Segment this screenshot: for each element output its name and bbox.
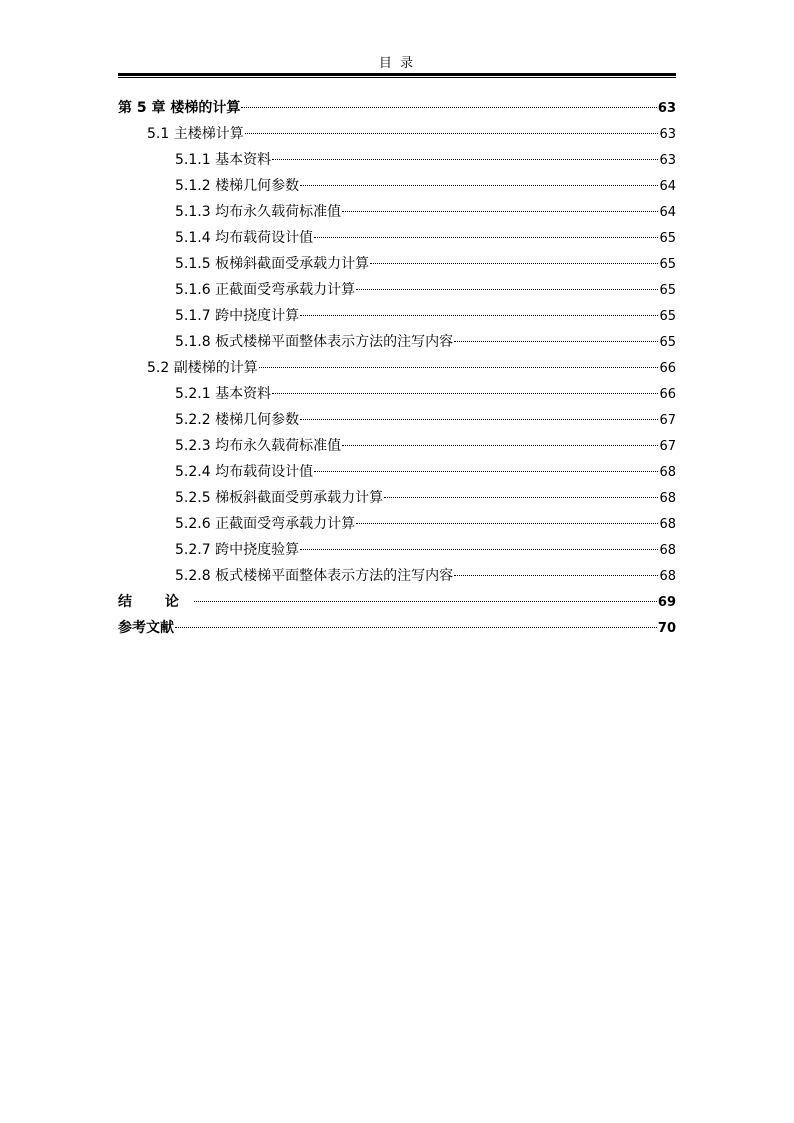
toc-dot-leader [194,601,657,602]
toc-page-number: 68 [659,543,676,558]
toc-entry-text: 5.2.7 跨中挠度验算 [175,542,300,558]
toc-page-number: 68 [659,465,676,480]
toc-dot-leader [314,237,658,238]
toc-page-number: 67 [659,413,676,428]
toc-page-number: 63 [659,127,676,142]
toc-dot-leader [245,133,659,134]
toc-entry-text: 5.1.3 均布永久载荷标准值 [175,204,342,220]
toc-entry-text: 5.1.1 基本资料 [175,152,272,168]
toc-entry-5-2-2[interactable] [175,410,676,430]
toc-dot-leader [259,367,659,368]
toc-entry-text: 5.1.8 板式楼梯平面整体表示方法的注写内容 [175,334,454,350]
toc-dot-leader [370,263,658,264]
toc-dot-leader [356,289,658,290]
toc-entry-text: 结 论 [118,594,193,610]
toc-entry-5-2-1[interactable] [175,384,676,404]
toc-dot-leader [454,341,658,342]
toc-entry-5-1-3[interactable] [175,202,676,222]
toc-page-number: 68 [659,517,676,532]
toc-entry-5-2[interactable] [147,358,676,378]
toc-entry-text: 5.2.1 基本资料 [175,386,272,402]
toc-entry-text: 第 5 章 楼梯的计算 [118,100,241,116]
toc-entry-text: 5.2 副楼梯的计算 [147,360,258,376]
toc-entry-chapter-5[interactable] [118,98,676,118]
toc-entry-5-1-8[interactable] [175,332,676,352]
toc-entry-text: 5.1.7 跨中挠度计算 [175,308,300,324]
toc-dot-leader [175,627,657,628]
toc-entry-5-1-6[interactable] [175,280,676,300]
toc-page-number: 68 [659,491,676,506]
toc-dot-leader [300,419,658,420]
toc-entry-5-1-7[interactable] [175,306,676,326]
toc-entry-5-1-2[interactable] [175,176,676,196]
toc-page-number: 63 [657,101,676,116]
toc-dot-leader [356,523,658,524]
toc-entry-5-1-1[interactable] [175,150,676,170]
toc-dot-leader [342,211,658,212]
toc-entry-text: 5.2.2 楼梯几何参数 [175,412,300,428]
toc-page-number: 68 [659,569,676,584]
toc-dot-leader [384,497,658,498]
toc-page-number: 66 [659,361,676,376]
toc-dot-leader [342,445,658,446]
header-rule-thin [118,77,676,78]
toc-entry-references[interactable] [118,618,676,638]
toc-dot-leader [300,549,658,550]
toc-dot-leader [454,575,658,576]
toc-dot-leader [241,107,657,108]
toc-entry-5-2-5[interactable] [175,488,676,508]
toc-entry-text: 5.2.4 均布载荷设计值 [175,464,314,480]
toc-page-number: 64 [659,205,676,220]
toc-entry-text: 5.1.6 正截面受弯承载力计算 [175,282,356,298]
toc-page-number: 65 [659,231,676,246]
toc-entry-5-1[interactable] [147,124,676,144]
toc-entry-text: 5.2.8 板式楼梯平面整体表示方法的注写内容 [175,568,454,584]
page-header-title: 目 录 [378,56,416,71]
toc-entry-text: 5.1.2 楼梯几何参数 [175,178,300,194]
toc-dot-leader [272,159,658,160]
toc-dot-leader [300,185,658,186]
toc-entry-5-2-8[interactable] [175,566,676,586]
toc-page-number: 65 [659,283,676,298]
toc-entry-5-2-3[interactable] [175,436,676,456]
toc-entry-text: 5.2.6 正截面受弯承载力计算 [175,516,356,532]
toc-page-number: 64 [659,179,676,194]
toc-dot-leader [314,471,658,472]
toc-entry-5-2-6[interactable] [175,514,676,534]
toc-dot-leader [272,393,658,394]
toc-entry-text: 5.1 主楼梯计算 [147,126,244,142]
toc-page-number: 65 [659,335,676,350]
toc-page-number: 67 [659,439,676,454]
toc-entry-conclusion[interactable] [118,592,676,612]
toc-entry-text: 5.1.4 均布载荷设计值 [175,230,314,246]
toc-dot-leader [300,315,658,316]
toc-entry-text: 5.2.5 梯板斜截面受剪承载力计算 [175,490,384,506]
toc-entry-text: 5.1.5 板梯斜截面受承载力计算 [175,256,370,272]
toc-entry-5-1-5[interactable] [175,254,676,274]
toc-page-number: 63 [659,153,676,168]
toc-entry-text: 参考文献 [118,620,174,636]
toc-entry-5-2-7[interactable] [175,540,676,560]
toc-page-number: 66 [659,387,676,402]
toc-page-number: 65 [659,257,676,272]
toc-page-number: 70 [657,621,676,636]
toc-entry-5-1-4[interactable] [175,228,676,248]
toc-entry-text: 5.2.3 均布永久载荷标准值 [175,438,342,454]
header-rule-thick [118,73,676,76]
toc-page-number: 69 [657,595,676,610]
toc-page-number: 65 [659,309,676,324]
toc-entry-5-2-4[interactable] [175,462,676,482]
